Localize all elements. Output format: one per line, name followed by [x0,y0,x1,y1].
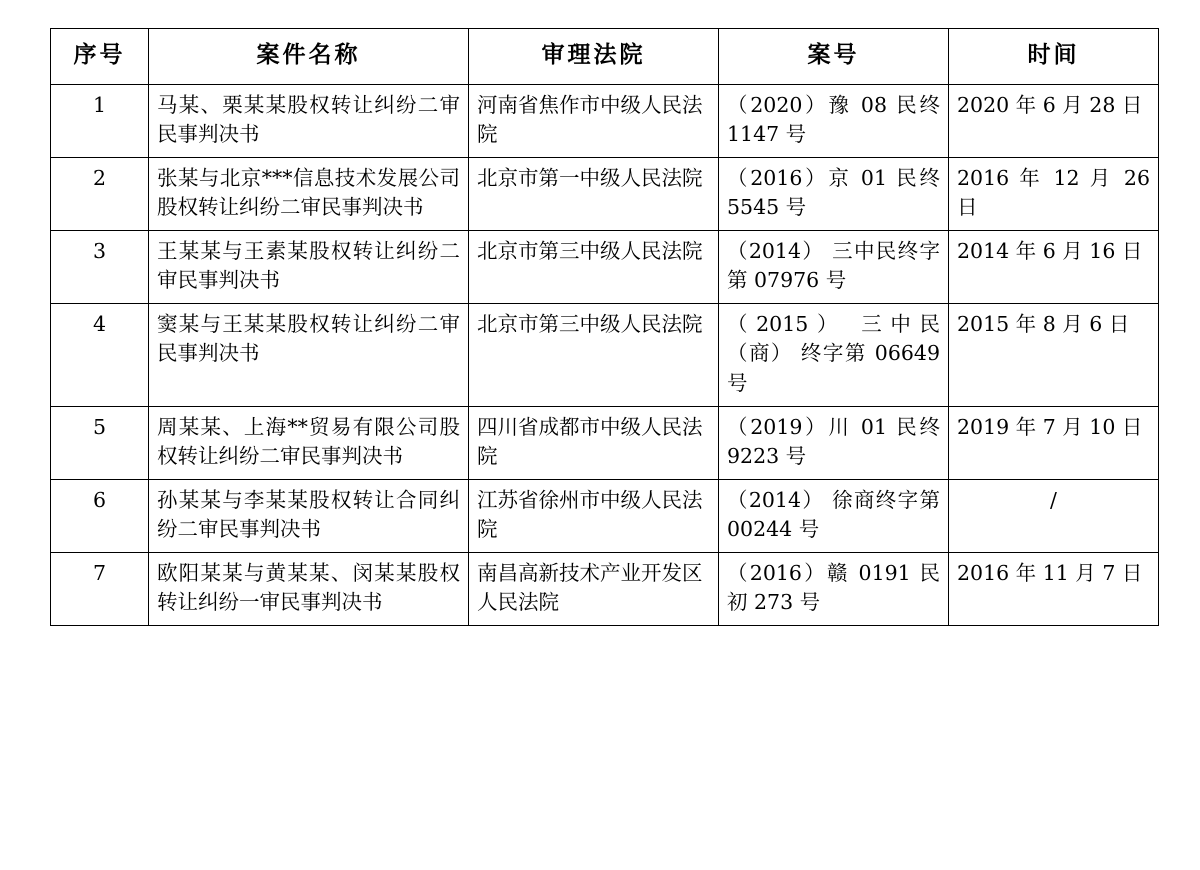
table-body [51,84,1159,626]
cell-index: 4 [51,304,149,406]
table-row [51,304,1159,406]
cell-case-name: 张某与北京***信息技术发展公司股权转让纠纷二审民事判决书 [149,157,469,230]
cell-case-number: （2015） 三中民（商） 终字第 06649 号 [719,304,949,406]
cell-case-number: （2016）赣 0191 民初 273 号 [719,553,949,626]
cell-case-number: （2014） 三中民终字第 07976 号 [719,231,949,304]
cell-court: 北京市第三中级人民法院 [469,304,719,406]
column-header-court: 审理法院 [469,29,719,85]
cell-index: 6 [51,479,149,552]
cell-court: 河南省焦作市中级人民法院 [469,84,719,157]
column-header-case-name: 案件名称 [149,29,469,85]
cell-date: 2015 年 8 月 6 日 [949,304,1159,406]
cell-date: 2016 年 11 月 7 日 [949,553,1159,626]
cell-date: 2016 年 12 月 26 日 [949,157,1159,230]
case-list-table [50,28,1159,626]
cell-index: 2 [51,157,149,230]
cell-court: 江苏省徐州市中级人民法院 [469,479,719,552]
cell-case-name: 周某某、上海**贸易有限公司股权转让纠纷二审民事判决书 [149,406,469,479]
cell-date: / [949,479,1159,552]
table-row [51,406,1159,479]
table-header [51,29,1159,85]
cell-case-name: 马某、栗某某股权转让纠纷二审民事判决书 [149,84,469,157]
column-header-date: 时间 [949,29,1159,85]
cell-case-number: （2020）豫 08 民终 1147 号 [719,84,949,157]
table-row [51,231,1159,304]
cell-court: 四川省成都市中级人民法院 [469,406,719,479]
cell-court: 南昌高新技术产业开发区人民法院 [469,553,719,626]
cell-case-name: 王某某与王素某股权转让纠纷二审民事判决书 [149,231,469,304]
cell-date: 2020 年 6 月 28 日 [949,84,1159,157]
column-header-case-number: 案号 [719,29,949,85]
cell-case-name: 孙某某与李某某股权转让合同纠纷二审民事判决书 [149,479,469,552]
cell-date: 2019 年 7 月 10 日 [949,406,1159,479]
cell-index: 7 [51,553,149,626]
table-header-row [51,29,1159,85]
cell-case-name: 欧阳某某与黄某某、闵某某股权转让纠纷一审民事判决书 [149,553,469,626]
cell-date: 2014 年 6 月 16 日 [949,231,1159,304]
cell-case-number: （2019）川 01 民终 9223 号 [719,406,949,479]
cell-case-name: 窦某与王某某股权转让纠纷二审民事判决书 [149,304,469,406]
cell-index: 5 [51,406,149,479]
table-row [51,553,1159,626]
table-row [51,157,1159,230]
cell-case-number: （2016）京 01 民终 5545 号 [719,157,949,230]
cell-index: 3 [51,231,149,304]
cell-court: 北京市第三中级人民法院 [469,231,719,304]
cell-index: 1 [51,84,149,157]
column-header-index: 序号 [51,29,149,85]
table-row [51,84,1159,157]
cell-court: 北京市第一中级人民法院 [469,157,719,230]
cell-case-number: （2014） 徐商终字第 00244 号 [719,479,949,552]
table-row [51,479,1159,552]
